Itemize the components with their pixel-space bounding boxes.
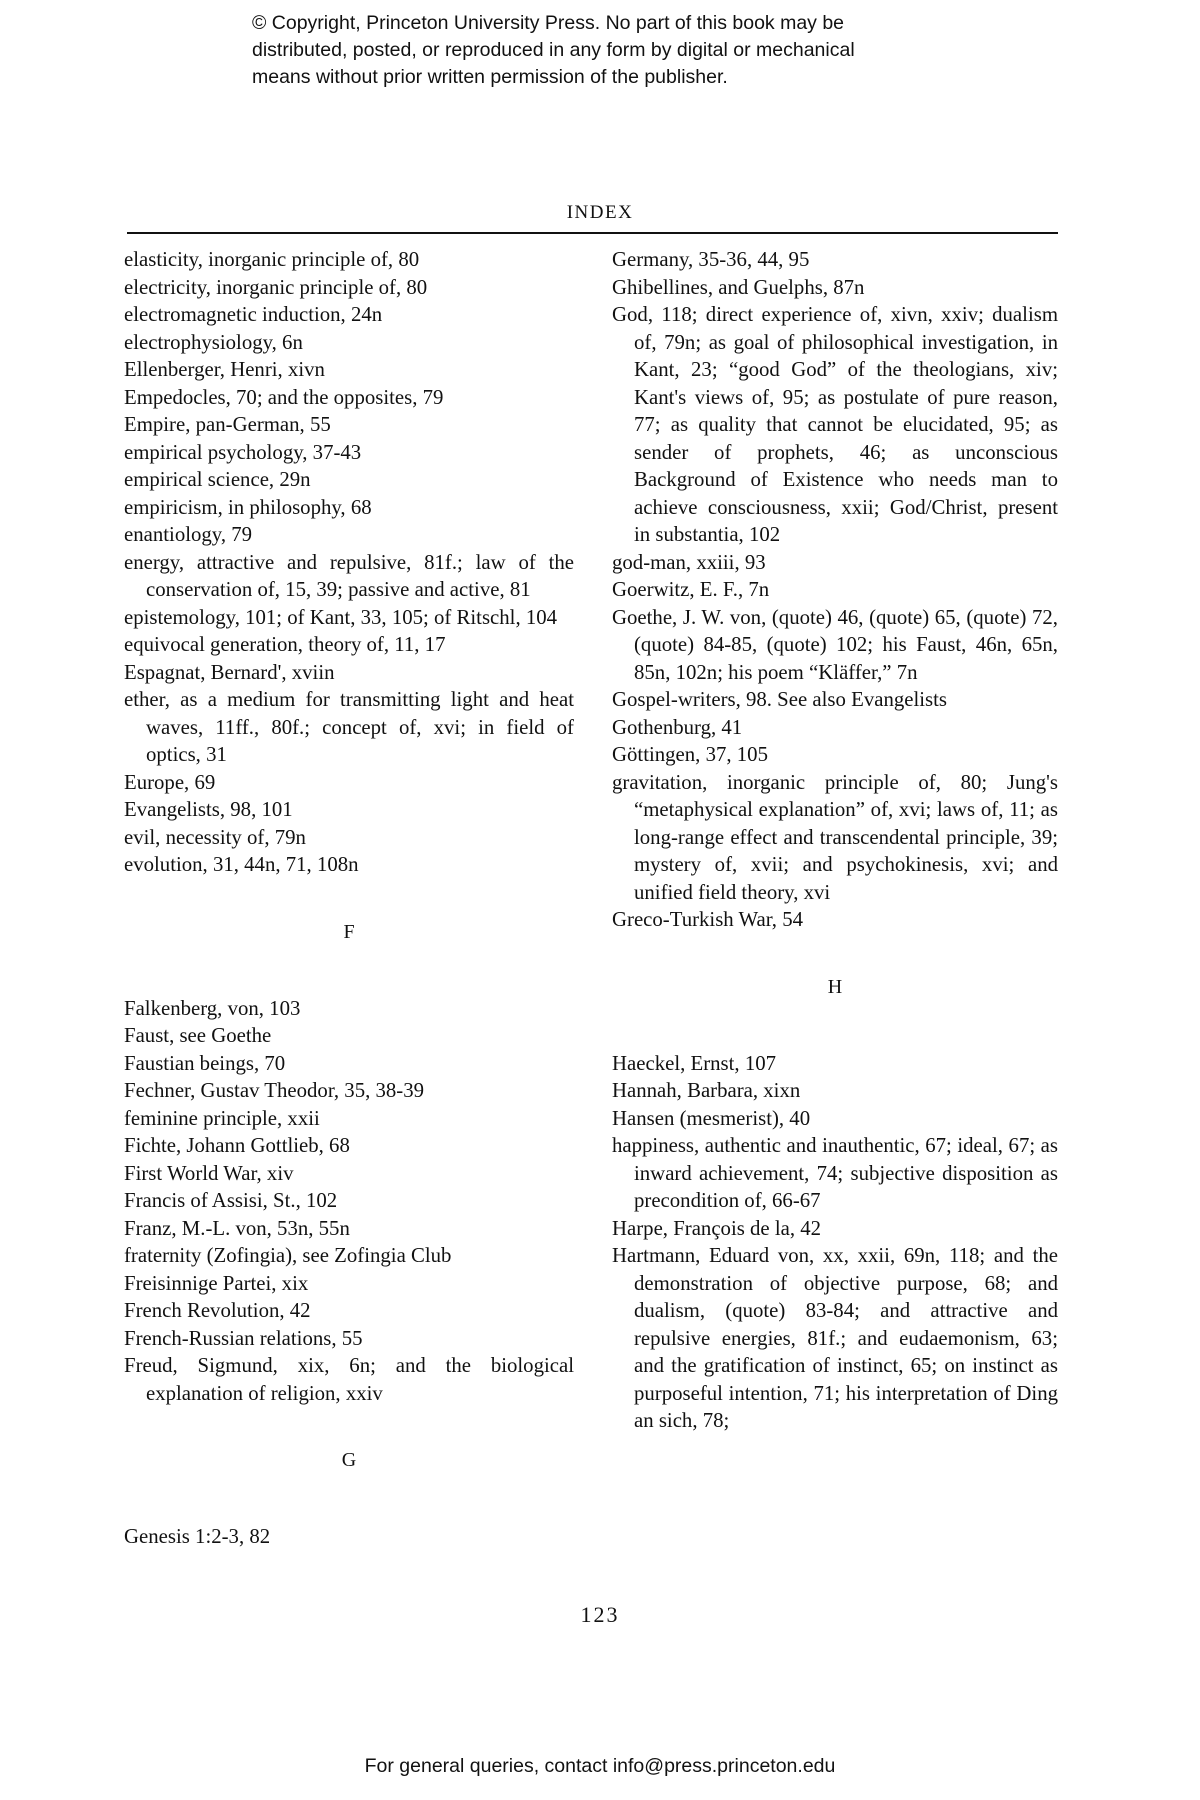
running-head: INDEX bbox=[566, 202, 634, 223]
copyright-line: means without prior written permission of the publisher. bbox=[252, 66, 728, 88]
index-entry: Greco-Turkish War, 54 bbox=[612, 908, 803, 931]
copyright-line: © Copyright, Princeton University Press. No part of this book may be bbox=[252, 12, 845, 34]
index-entry: Ellenberger, Henri, xivn bbox=[124, 358, 325, 381]
index-entry: Goerwitz, E. F., 7n bbox=[612, 578, 770, 601]
index-entry: Gospel-writers, 98. See also Evangelists bbox=[612, 688, 947, 711]
index-entry: electromagnetic induction, 24n bbox=[124, 303, 383, 326]
index-entry: fraternity (Zofingia), see Zofingia Club bbox=[124, 1244, 452, 1267]
index-entry: Empire, pan-German, 55 bbox=[124, 413, 331, 436]
index-entry: equivocal generation, theory of, 11, 17 bbox=[124, 633, 446, 656]
copyright-notice bbox=[252, 10, 1012, 91]
index-entry: epistemology, 101; of Kant, 33, 105; of Ritschl, 104 bbox=[124, 605, 558, 629]
index-entry: Falkenberg, von, 103 bbox=[124, 996, 301, 1020]
index-entry: empirical psychology, 37-43 bbox=[124, 440, 362, 464]
index-entry: Faustian beings, 70 bbox=[124, 1051, 286, 1075]
index-entry: Gothenburg, 41 bbox=[612, 715, 743, 739]
index-entry: Freud, Sigmund, xix, 6n; and the biological explanation of religion, xxiv bbox=[124, 1354, 574, 1405]
index-entry: happiness, authentic and inauthentic, 67; ideal, 67; as inward achievement, 74; subjective disposition as precondition of, 66-67 bbox=[612, 1134, 1058, 1212]
index-entry: electrophysiology, 6n bbox=[124, 330, 303, 354]
index-entry: energy, attractive and repulsive, 81f.; law of the conservation of, 15, 39; passive and active, 81 bbox=[124, 550, 574, 601]
index-entry: Franz, M.-L. von, 53n, 55n bbox=[124, 1216, 350, 1240]
index-entry: Harpe, François de la, 42 bbox=[612, 1216, 822, 1240]
index-entry: God, 118; direct experience of, xivn, xxiv; dualism of, 79n; as goal of philosophical investigation, in Kant, 23; “good God” of the theologians, xiv; Kant's views of, 95; as postulate of pure reason, 77; as quality that cannot be elucidated, 95; as sender of prophets, 46; as unconscious Background of Existence who needs man to achieve consciousness, xxii; God/Christ, present in substantia, 102 bbox=[612, 303, 1058, 546]
index-column-right: Germany, 35-36, 44, 95 Ghibellines, and Guelphs, 87n God, 118; direct experience of, xivn, xxiv; dualism of, 79n; as goal of philosophical investigation, in Kant, 23; “good God” of the theologians, xiv; Kant's views of, 95; as postulate of pure reason, 77; as quality that cannot be elucidated, 95; as sender of prophets, 46; as unconscious Background of Existence who needs man to achieve consciousness, xxii; God/Christ, present in substantia, 102 god-man, xxiii, 93 Goerwitz, E. F., 7n Goethe, J. W. von, (quote) 46, (quote) 65, (quote) 72, (quote) 84-85, (quote) 102; his Faust, 46n, 65n, 85n, 102n; his poem “Kläffer,” 7n Gospel-writers, 98. See also Evangelists Gothenburg, 41 Göttingen, 37, 105 gravitation, inorganic principle of, 80; Jung's “metaphysical explanation” of, xvi; laws of, 11; as long-range effect and transcendental principle, 39; mystery of, xvii; and psychokinesis, xvi; and unified field theory, xvi Greco-Turkish War, 54 H Haeckel, Ernst, 107 Hannah, Barbara, xixn Hansen (mesmerist), 40 happiness, authentic and inauthentic, 67; ideal, 67; as inward achievement, 74; subjective disposition as precondition of, 66-67 Harpe, François de la, 42 Hartmann, Eduard von, xx, xxii, 69n, 118; and the demonstration of objective purpose, 68; and dualism, (quote) 83-84; and attractive and repulsive energies, 81f.; and eudaemonism, 63; and the gratification of instinct, 65; on instinct as purposeful intention, 71; his interpretation of Ding an sich, 78; bbox=[612, 246, 1058, 1435]
index-entry: Empedocles, 70; and the opposites, 79 bbox=[124, 385, 444, 409]
index-entry: empirical science, 29n bbox=[124, 468, 311, 491]
index-entry: evolution, 31, 44n, 71, 108n bbox=[124, 853, 359, 876]
index-entry: Göttingen, 37, 105 bbox=[612, 743, 768, 766]
index-entry: Haeckel, Ernst, 107 bbox=[612, 1051, 777, 1075]
index-entry: gravitation, inorganic principle of, 80; Jung's “metaphysical explanation” of, xvi; laws of, 11; as long-range effect and transcendental principle, 39; mystery of, xvii; and psychokinesis, xvi; and unified field theory, xvi bbox=[612, 770, 1058, 904]
index-entry: Hannah, Barbara, xixn bbox=[612, 1079, 801, 1102]
index-entry: elasticity, inorganic principle of, 80 bbox=[124, 248, 420, 271]
index-entry: Goethe, J. W. von, (quote) 46, (quote) 65, (quote) 72, (quote) 84-85, (quote) 102; his Faust, 46n, 65n, 85n, 102n; his poem “Kläffer,” 7n bbox=[612, 605, 1058, 684]
index-entry: Fichte, Johann Gottlieb, 68 bbox=[124, 1134, 350, 1157]
index-entry: French Revolution, 42 bbox=[124, 1299, 311, 1322]
index-entry: evil, necessity of, 79n bbox=[124, 825, 306, 849]
index-entry: enantiology, 79 bbox=[124, 523, 253, 546]
index-entry: Europe, 69 bbox=[124, 770, 216, 794]
index-entry: Genesis 1:2-3, 82 bbox=[124, 1525, 271, 1548]
index-entry: Faust, see Goethe bbox=[124, 1024, 272, 1047]
index-entry: Hartmann, Eduard von, xx, xxii, 69n, 118; and the demonstration of objective purpose, 68; and dualism, (quote) 83-84; and attractive and repulsive energies, 81f.; and eudaemonism, 63; and the gratification of instinct, 65; on instinct as purposeful intention, 71; his interpretation of Ding an sich, 78; bbox=[612, 1244, 1058, 1432]
index-entry: empiricism, in philosophy, 68 bbox=[124, 495, 372, 519]
index-entry: feminine principle, xxii bbox=[124, 1106, 320, 1130]
index-entry: Germany, 35-36, 44, 95 bbox=[612, 248, 810, 271]
index-entry: Francis of Assisi, St., 102 bbox=[124, 1189, 338, 1212]
index-entry: electricity, inorganic principle of, 80 bbox=[124, 275, 428, 299]
copyright-line: distributed, posted, or reproduced in any form by digital or mechanical bbox=[252, 39, 855, 61]
page-number: 123 bbox=[580, 1602, 620, 1627]
index-entry: Hansen (mesmerist), 40 bbox=[612, 1106, 811, 1130]
header-rule bbox=[127, 232, 1058, 234]
footer-contact: For general queries, contact info@press.princeton.edu bbox=[364, 1755, 836, 1777]
index-entry: First World War, xiv bbox=[124, 1161, 294, 1185]
index-entry: Espagnat, Bernard', xviin bbox=[124, 660, 335, 684]
index-entry: Freisinnige Partei, xix bbox=[124, 1271, 309, 1295]
index-entry: Ghibellines, and Guelphs, 87n bbox=[612, 275, 865, 299]
index-column-left: elasticity, inorganic principle of, 80 electricity, inorganic principle of, 80 electromagnetic induction, 24n electrophysiology, 6n Ellenberger, Henri, xivn Empedocles, 70; and the opposites, 79 Empire, pan-German, 55 empirical psychology, 37-43 empirical science, 29n empiricism, in philosophy, 68 enantiology, 79 energy, attractive and repulsive, 81f.; law of the conservation of, 15, 39; passive and active, 81 epistemology, 101; of Kant, 33, 105; of Ritschl, 104 equivocal generation, theory of, 11, 17 Espagnat, Bernard', xviin ether, as a medium for transmitting light and heat waves, 11ff., 80f.; concept of, xvi; in field of optics, 31 Europe, 69 Evangelists, 98, 101 evil, necessity of, 79n evolution, 31, 44n, 71, 108n F Falkenberg, von, 103 Faust, see Goethe Faustian beings, 70 Fechner, Gustav Theodor, 35, 38-39 feminine principle, xxii Fichte, Johann Gottlieb, 68 First World War, xiv Francis of Assisi, St., 102 Franz, M.-L. von, 53n, 55n fraternity (Zofingia), see Zofingia Club Freisinnige Partei, xix French Revolution, 42 French-Russian relations, 55 Freud, Sigmund, xix, 6n; and the biological explanation of religion, xxiv G Genesis 1:2-3, 82 bbox=[124, 246, 574, 1551]
index-entry: Evangelists, 98, 101 bbox=[124, 798, 293, 821]
index-entry: French-Russian relations, 55 bbox=[124, 1326, 363, 1350]
index-entry: Fechner, Gustav Theodor, 35, 38-39 bbox=[124, 1079, 425, 1102]
index-entry: ether, as a medium for transmitting light and heat waves, 11ff., 80f.; concept of, xvi; in field of optics, 31 bbox=[124, 688, 574, 766]
index-entry: god-man, xxiii, 93 bbox=[612, 550, 766, 574]
